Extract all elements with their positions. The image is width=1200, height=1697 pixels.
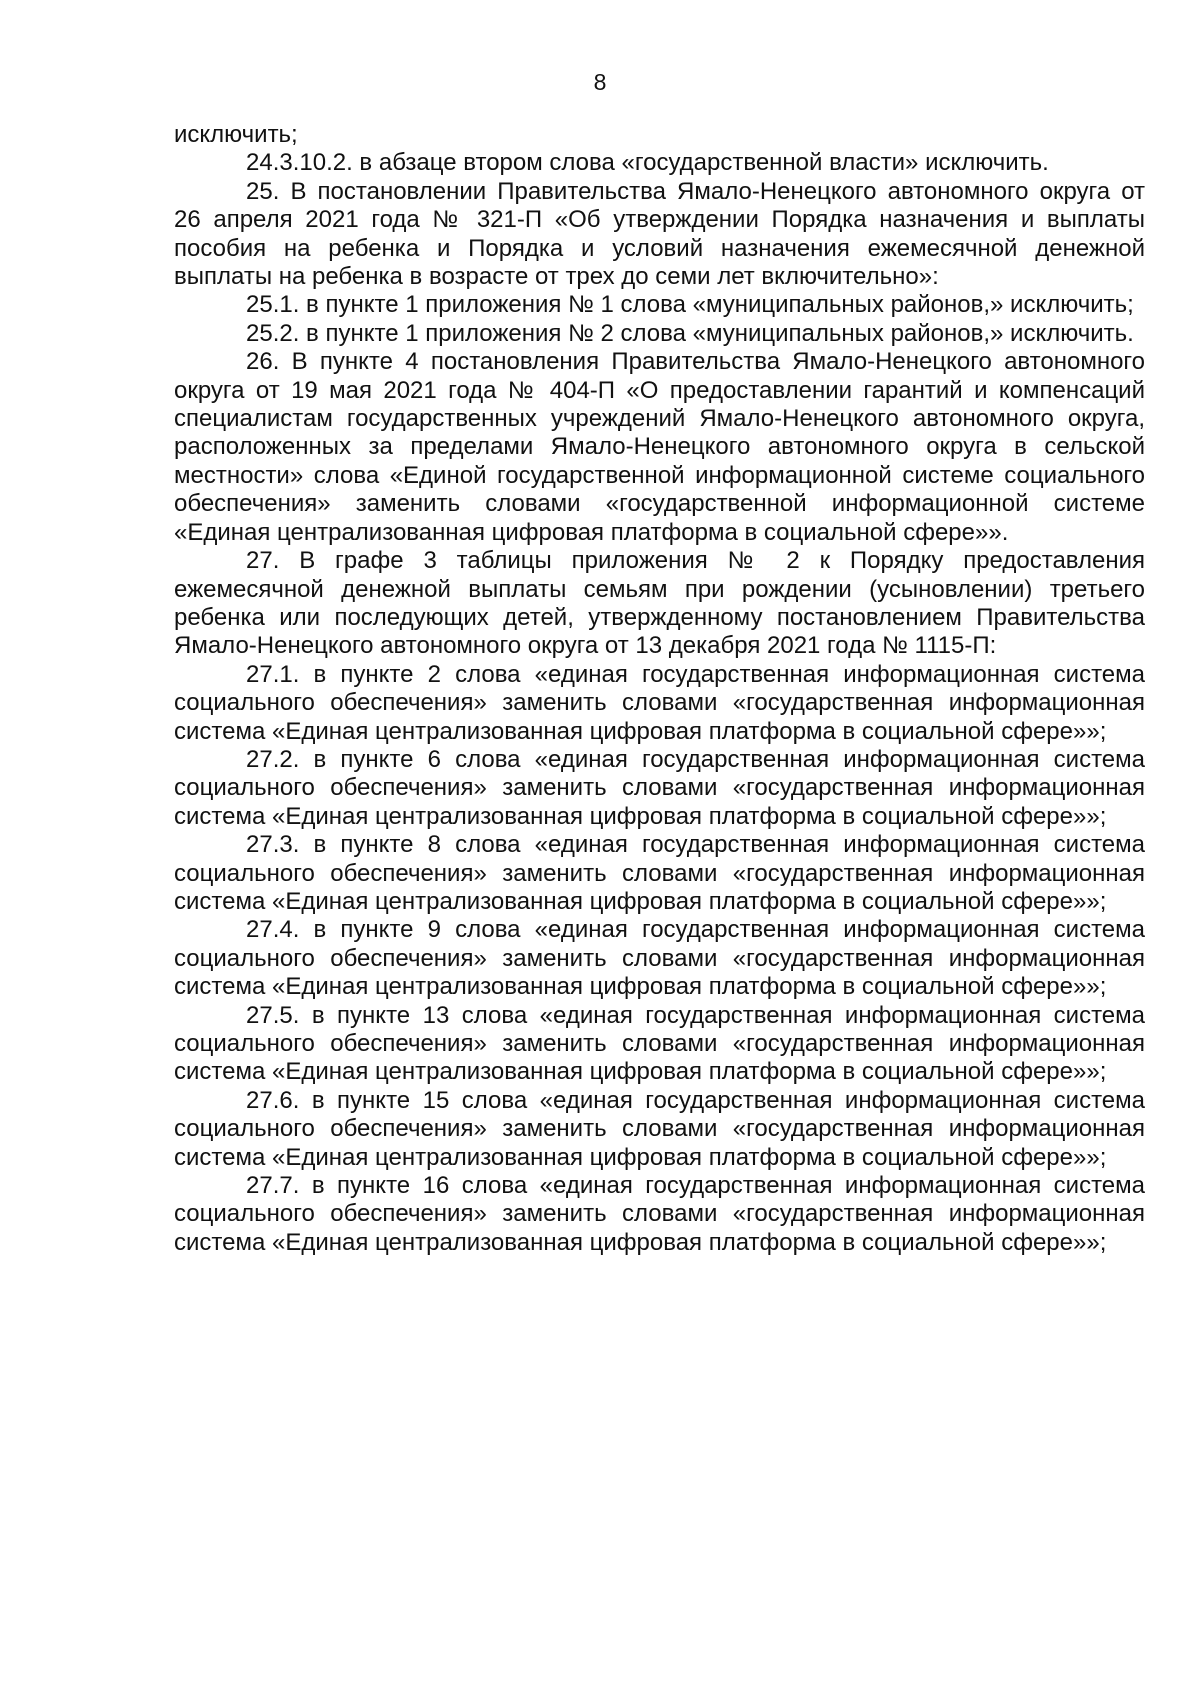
paragraph-24-3-10-2: 24.3.10.2. в абзаце втором слова «государственной власти» исключить. bbox=[246, 149, 1049, 177]
paragraph-25-2: 25.2. в пункте 1 приложения № 2 слова «муниципальных районов,» исключить. bbox=[246, 319, 1134, 347]
paragraph-26: 26. В пункте 4 постановления Правительства Ямало-Ненецкого автономного округа от 19 мая 2021 года № 404-П «О предоставлении гарантий и компенсаций специалистам государственных учреждений Ямало-Ненецкого автономного округа, расположенных за пределами Ямало-Ненецкого автономного округа в сельской местности» слова «Единой государственной информационной системе социального обеспечения» заменить словами «государственной информационной системе «Единая централизованная цифровая платформа в социальной сфере»». bbox=[174, 348, 1145, 546]
paragraph-25-1: 25.1. в пункте 1 приложения № 1 слова «муниципальных районов,» исключить; bbox=[246, 291, 1134, 319]
paragraph-27-3: 27.3. в пункте 8 слова «единая государственная информационная система социального обеспечения» заменить словами «государственная информационная система «Единая централизованная цифровая платформа в социальной сфере»»; bbox=[174, 831, 1145, 915]
paragraph-continuation: исключить; bbox=[174, 121, 298, 148]
paragraph-25: 25. В постановлении Правительства Ямало-Ненецкого автономного округа от 26 апреля 2021 года № 321-П «Об утверждении Порядка назначения и выплаты пособия на ребенка и Порядка и условий назначения ежемесячной денежной выплаты на ребенка в возрасте от трех до семи лет включительно»: bbox=[174, 177, 1145, 291]
paragraph-27-7: 27.7. в пункте 16 слова «единая государственная информационная система социального обеспечения» заменить словами «государственная информационная система «Единая централизованная цифровая платформа в социальной сфере»»; bbox=[174, 1172, 1145, 1256]
paragraph-27-4: 27.4. в пункте 9 слова «единая государственная информационная система социального обеспечения» заменить словами «государственная информационная система «Единая централизованная цифровая платформа в социальной сфере»»; bbox=[174, 916, 1145, 1001]
paragraph-27: 27. В графе 3 таблицы приложения № 2 к Порядку предоставления ежемесячной денежной выплаты семьям при рождении (усыновлении) третьего ребенка или последующих детей, утвержденному постановлением Правительства Ямало-Ненецкого автономного округа от 13 декабря 2021 года № 1115-П: bbox=[174, 547, 1145, 660]
paragraph-27-2: 27.2. в пункте 6 слова «единая государственная информационная система социального обеспечения» заменить словами «государственная информационная система «Единая централизованная цифровая платформа в социальной сфере»»; bbox=[174, 745, 1145, 830]
paragraph-27-1: 27.1. в пункте 2 слова «единая государственная информационная система социального обеспечения» заменить словами «государственная информационная система «Единая централизованная цифровая платформа в социальной сфере»»; bbox=[174, 660, 1145, 745]
paragraph-27-6: 27.6. в пункте 15 слова «единая государственная информационная система социального обеспечения» заменить словами «государственная информационная система «Единая централизованная цифровая платформа в социальной сфере»»; bbox=[174, 1086, 1145, 1171]
paragraph-27-5: 27.5. в пункте 13 слова «единая государственная информационная система социального обеспечения» заменить словами «государственная информационная система «Единая централизованная цифровая платформа в социальной сфере»»; bbox=[174, 1001, 1145, 1086]
page-number: 8 bbox=[593, 69, 607, 95]
document-body bbox=[174, 121, 1145, 1257]
